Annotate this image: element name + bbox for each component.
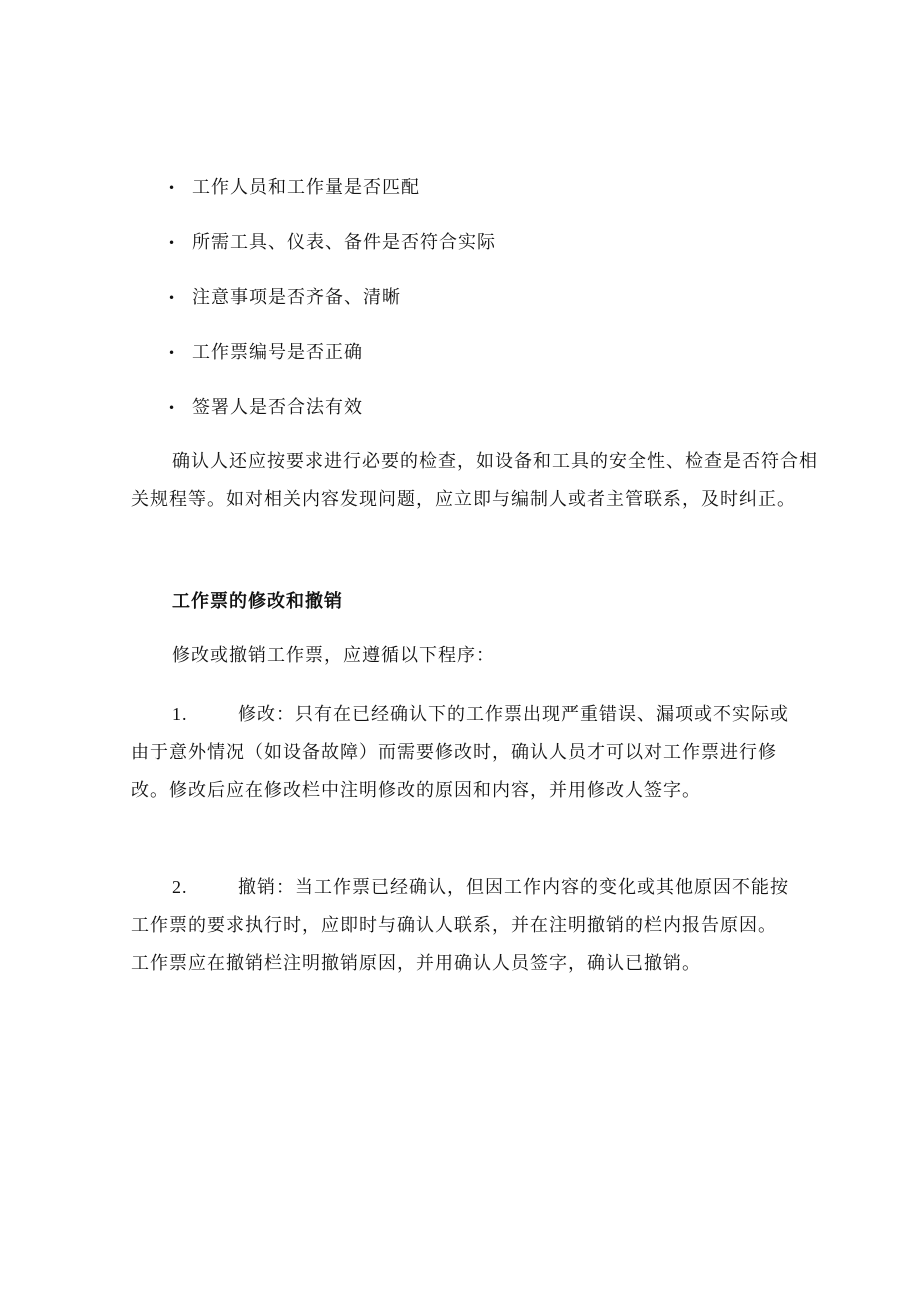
item-number: 2.	[172, 877, 188, 897]
item-text: 修改：只有在已经确认下的工作票出现严重错误、漏项或不实际或由于意外情况（如设备故障）而需要修改时，确认人员才可以对工作票进行修改。修改后应在修改栏中注明修改的原因和内容，并用修改人签字。	[131, 704, 789, 801]
bullet-icon: •	[168, 236, 177, 250]
item-text: 撤销：当工作票已经确认，但因工作内容的变化或其他原因不能按工作票的要求执行时，应即时与确认人联系，并在注明撤销的栏内报告原因。工作票应在撤销栏注明撤销原因，并用确认人员签字，确认已撤销。	[131, 877, 789, 974]
list-item-text: 注意事项是否齐备、清晰	[192, 287, 401, 308]
bullet-icon: •	[168, 291, 177, 305]
list-item-text: 工作票编号是否正确	[192, 342, 363, 363]
bullet-icon: •	[168, 401, 177, 415]
list-item-text: 签署人是否合法有效	[192, 397, 363, 418]
numbered-item	[131, 868, 791, 983]
bullet-icon: •	[168, 181, 177, 195]
list-item-text: 工作人员和工作量是否匹配	[192, 177, 420, 198]
section-heading: 工作票的修改和撤销	[172, 591, 343, 612]
intro-paragraph: 修改或撤销工作票，应遵循以下程序：	[172, 645, 495, 666]
list-item-text: 所需工具、仪表、备件是否符合实际	[192, 232, 496, 253]
confirm-paragraph: 确认人还应按要求进行必要的检查，如设备和工具的安全性、检查是否符合相关规程等。如对相关内容发现问题，应立即与编制人或者主管联系，及时纠正。	[131, 451, 818, 510]
bullet-icon: •	[168, 346, 177, 360]
numbered-item	[131, 695, 791, 810]
item-number: 1.	[172, 704, 188, 724]
